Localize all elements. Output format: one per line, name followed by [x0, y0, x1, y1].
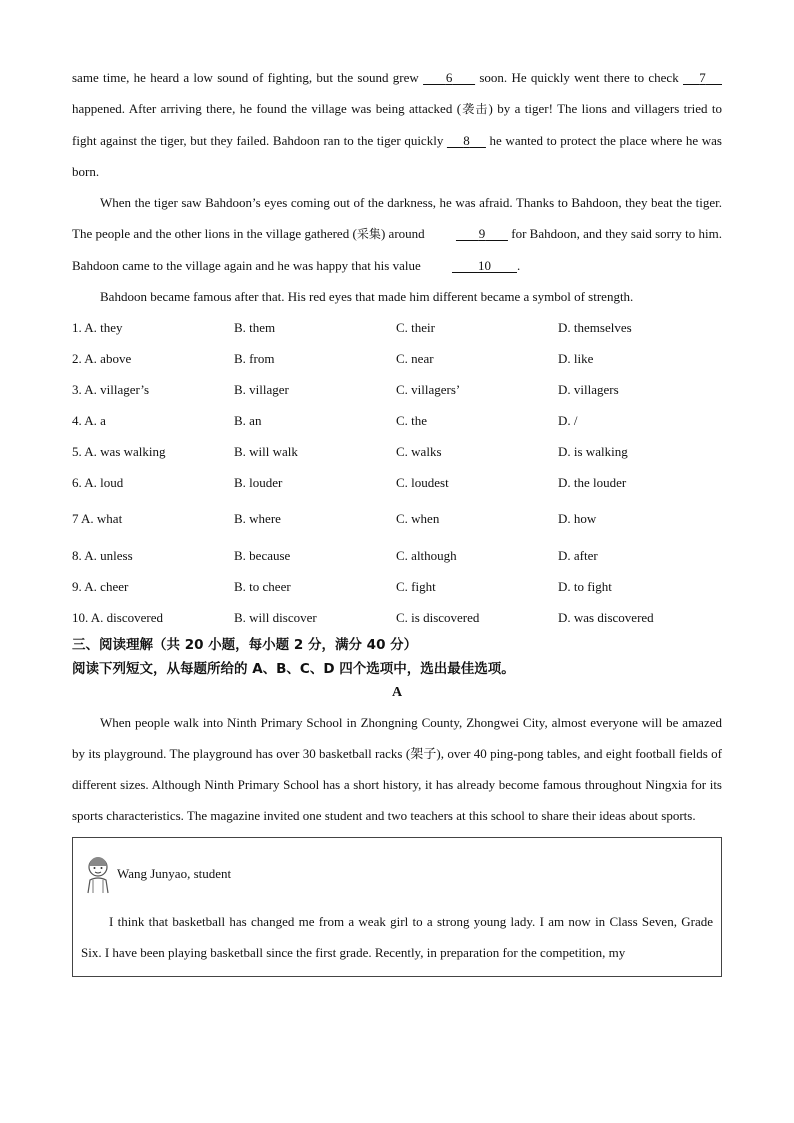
question-1-options — [72, 312, 722, 343]
speaker-header — [81, 854, 713, 894]
option[interactable]: 5. A. was walking — [72, 443, 166, 459]
options-list — [72, 312, 722, 633]
question-6-options — [72, 467, 722, 498]
question-5-options — [72, 436, 722, 467]
option[interactable]: B. where — [234, 511, 281, 526]
option[interactable]: 4. A. a — [72, 412, 106, 428]
option[interactable]: D. was discovered — [558, 609, 654, 625]
text-span: for Bahdoon, and they said sorry to him. Bahdoon came to the village again and he was happy that his value — [72, 226, 722, 273]
cloze-paragraph-2 — [72, 187, 722, 281]
text-span: ) by a tiger! The lions and villagers tried to fight against the tiger, but they failed. Bahdoon ran to the tiger quickly — [72, 101, 722, 148]
option[interactable]: C. is discovered — [396, 609, 480, 625]
question-4-options — [72, 405, 722, 436]
blank-9: 9 — [478, 226, 486, 241]
question-7-options — [72, 498, 722, 540]
question-9-options — [72, 571, 722, 602]
option[interactable]: D. the louder — [558, 474, 627, 490]
option[interactable]: B. will discover — [234, 609, 317, 625]
passage-intro: When people walk into Ninth Primary School in Zhongning County, Zhongwei City, almost everyone will be amazed by its playground. The playground has over 30 basketball racks (架子), over 40 ping-pong tables, and eight football fields of different sizes. Although Ninth Primary School has a short history, it has already become famous throughout Ningxia for its sports characteristics. The magazine invited one student and two teachers at this school to share their ideas about sports. — [72, 715, 723, 823]
option[interactable]: B. will walk — [234, 443, 298, 459]
option[interactable]: D. after — [558, 547, 598, 563]
cloze-paragraph-3: Bahdoon became famous after that. His red eyes that made him different became a symbol of strength. — [100, 289, 634, 304]
text-span: he wanted to protect the place where he was born. — [72, 133, 722, 179]
question-8-options — [72, 540, 722, 571]
option[interactable]: D. like — [558, 350, 594, 366]
speaker-text: I think that basketball has changed me from a weak girl to a strong young lady. I am now in Class Seven, Grade Six. I have been playing basketball since the first grade. Recently, in preparation for the competition, my — [81, 914, 713, 960]
option[interactable]: C. loudest — [396, 474, 449, 490]
text-span: soon. He quickly went there to check — [475, 70, 683, 85]
option[interactable]: B. louder — [234, 474, 283, 490]
option[interactable]: 1. A. they — [72, 319, 123, 335]
option[interactable]: C. fight — [396, 578, 436, 594]
text-span: When the tiger saw Bahdoon’s eyes coming out of the darkness, he was afraid. Thanks to Bahdoon, they beat the tiger. The people and the other lions in the village gathered ( — [72, 195, 722, 241]
option[interactable]: B. villager — [234, 381, 289, 397]
option[interactable]: 10. A. discovered — [72, 609, 163, 625]
interview-box — [72, 837, 722, 977]
question-2-options — [72, 343, 722, 374]
option[interactable]: B. to cheer — [234, 578, 291, 594]
question-3-options — [72, 374, 722, 405]
option[interactable]: B. an — [234, 412, 262, 428]
speaker-name: Wang Junyao, student — [117, 866, 232, 881]
question-10-options — [72, 602, 722, 633]
option[interactable]: C. although — [396, 547, 457, 563]
option[interactable]: C. walks — [396, 443, 442, 459]
exam-page — [72, 62, 722, 977]
cloze-paragraph-1 — [72, 62, 722, 187]
blank-6: 6 — [445, 70, 453, 85]
option[interactable]: D. is walking — [558, 443, 628, 459]
option[interactable]: 9. A. cheer — [72, 578, 129, 594]
option[interactable]: 2. A. above — [72, 350, 132, 366]
option[interactable]: B. because — [234, 547, 291, 563]
option[interactable]: D. villagers — [558, 381, 619, 397]
text-span: . — [516, 258, 521, 273]
option[interactable]: D. themselves — [558, 319, 632, 335]
option[interactable]: D. how — [558, 511, 597, 526]
option[interactable]: C. villagers’ — [396, 381, 461, 397]
option[interactable]: 7 A. what — [72, 511, 123, 526]
section-title: 三、阅读理解（共 20 小题，每小题 2 分，满分 40 分） — [72, 637, 418, 653]
chinese-gloss: 采集 — [356, 227, 381, 241]
option[interactable]: 6. A. loud — [72, 474, 124, 490]
option[interactable]: D. to fight — [558, 578, 612, 594]
text-span: happened. After arriving there, he found the village was being attacked ( — [72, 101, 462, 116]
blank-8: 8 — [463, 133, 470, 148]
option[interactable]: C. near — [396, 350, 434, 366]
option[interactable]: C. when — [396, 511, 440, 526]
chinese-gloss: 袭击 — [461, 102, 489, 116]
section-instruction: 阅读下列短文，从每题所给的 A、B、C、D 四个选项中，选出最佳选项。 — [72, 661, 515, 677]
option[interactable]: B. them — [234, 319, 276, 335]
option[interactable]: B. from — [234, 350, 275, 366]
option[interactable]: C. the — [396, 412, 428, 428]
option[interactable]: D. / — [558, 412, 578, 428]
option[interactable]: C. their — [396, 319, 435, 335]
girl-avatar-icon — [81, 854, 115, 894]
option[interactable]: 8. A. unless — [72, 547, 133, 563]
text-span: ) around — [380, 226, 428, 241]
option[interactable]: 3. A. villager’s — [72, 381, 150, 397]
text-span: same time, he heard a low sound of fighting, but the sound grew — [72, 70, 424, 85]
blank-10: 10 — [477, 258, 491, 273]
blank-7: 7 — [699, 70, 706, 85]
passage-label: A — [391, 685, 403, 700]
